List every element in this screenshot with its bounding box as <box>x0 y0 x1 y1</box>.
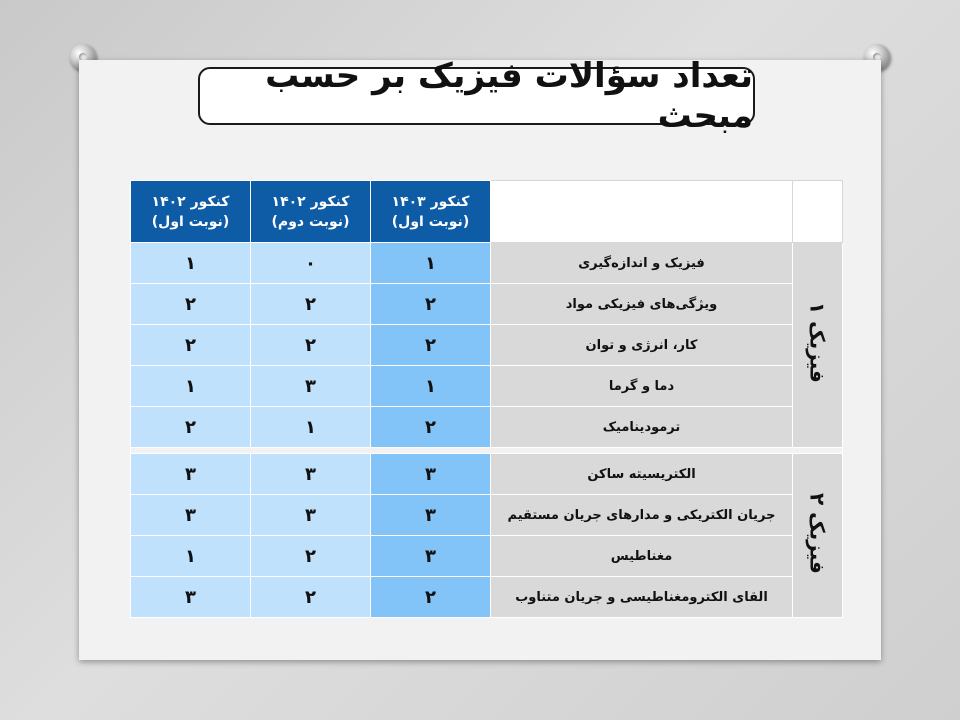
cell-1402-first: ۲ <box>131 284 251 325</box>
header-line: (نوبت اول) <box>151 213 230 230</box>
cell-1403-first: ۱ <box>371 243 491 284</box>
cell-1403-first: ۱ <box>371 366 491 407</box>
header-line: کنکور ۱۴۰۳ <box>391 193 470 210</box>
header-line: (نوبت اول) <box>391 213 470 230</box>
topic-cell: مغناطیس <box>491 536 793 577</box>
header-konkur-1403-first <box>371 181 491 243</box>
header-blank-group <box>793 181 843 243</box>
cell-1402-second: ۳ <box>251 366 371 407</box>
cell-1402-second: ۲ <box>251 536 371 577</box>
cell-1403-first: ۲ <box>371 325 491 366</box>
cell-1402-first: ۱ <box>131 243 251 284</box>
cell-1402-first: ۳ <box>131 454 251 495</box>
group-physics-2 <box>793 454 843 618</box>
topic-cell: ویژگی‌های فیزیکی مواد <box>491 284 793 325</box>
cell-1402-first: ۳ <box>131 577 251 618</box>
cell-1402-first: ۱ <box>131 366 251 407</box>
cell-1402-second: ۳ <box>251 495 371 536</box>
table-row <box>131 495 843 536</box>
topic-cell: کار، انرژی و توان <box>491 325 793 366</box>
table-row <box>131 536 843 577</box>
header-line: کنکور ۱۴۰۲ <box>151 193 230 210</box>
table-row <box>131 577 843 618</box>
table-row <box>131 454 843 495</box>
table-row <box>131 243 843 284</box>
title-box <box>198 56 755 136</box>
header-row <box>131 181 843 243</box>
header-konkur-1402-second <box>251 181 371 243</box>
cell-1402-first: ۳ <box>131 495 251 536</box>
cell-1402-second: ۲ <box>251 284 371 325</box>
topic-cell: القای الکترومغناطیسی و جریان متناوب <box>491 577 793 618</box>
cell-1403-first: ۳ <box>371 495 491 536</box>
cell-1402-second: ۲ <box>251 325 371 366</box>
questions-table <box>130 180 843 618</box>
group-label: فیزیک ۱ <box>805 302 830 383</box>
table-row <box>131 325 843 366</box>
topic-cell: الکتریسیته ساکن <box>491 454 793 495</box>
topic-cell: جریان الکتریکی و مدارهای جریان مستقیم <box>491 495 793 536</box>
cell-1402-second: ۱ <box>251 407 371 448</box>
page-title: تعداد سؤالات فیزیک بر حسب مبحث <box>265 56 753 136</box>
table-row <box>131 366 843 407</box>
cell-1403-first: ۲ <box>371 407 491 448</box>
cell-1403-first: ۳ <box>371 454 491 495</box>
cell-1402-second: ۰ <box>251 243 371 284</box>
header-line: کنکور ۱۴۰۲ <box>271 193 350 210</box>
table-row <box>131 407 843 448</box>
cell-1403-first: ۲ <box>371 284 491 325</box>
topic-cell: دما و گرما <box>491 366 793 407</box>
header-konkur-1402-first <box>131 181 251 243</box>
table-row <box>131 284 843 325</box>
topic-cell: فیزیک و اندازه‌گیری <box>491 243 793 284</box>
header-line: (نوبت دوم) <box>271 213 350 230</box>
cell-1402-first: ۱ <box>131 536 251 577</box>
cell-1403-first: ۲ <box>371 577 491 618</box>
group-label: فیزیک ۲ <box>805 492 830 574</box>
cell-1403-first: ۳ <box>371 536 491 577</box>
cell-1402-first: ۲ <box>131 407 251 448</box>
header-blank-topic <box>491 181 793 243</box>
group-physics-1 <box>793 243 843 448</box>
cell-1402-second: ۲ <box>251 577 371 618</box>
topic-cell: ترمودینامیک <box>491 407 793 448</box>
cell-1402-first: ۲ <box>131 325 251 366</box>
cell-1402-second: ۳ <box>251 454 371 495</box>
